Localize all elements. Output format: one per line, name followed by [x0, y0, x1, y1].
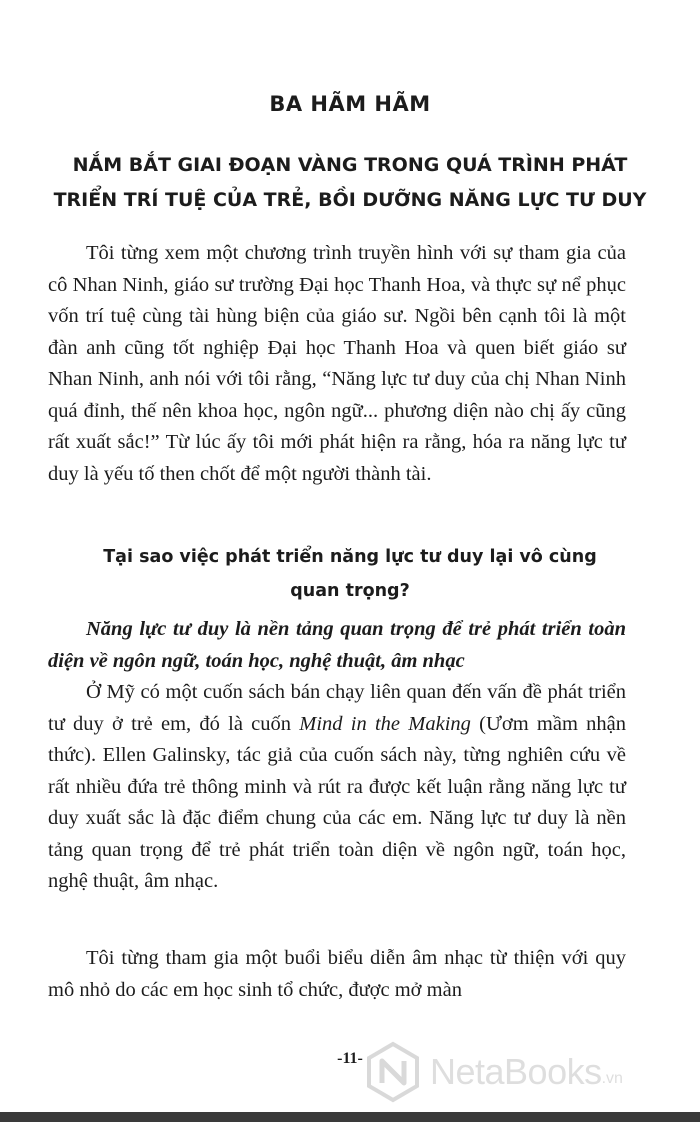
paragraph-2 [48, 677, 626, 898]
author-name: BA HÃM HÃM [269, 92, 431, 116]
page-number: -11- [337, 1050, 363, 1067]
paragraph-3: Tôi từng tham gia một buổi biểu diễn âm nhạc từ thiện với quy mô nhỏ do các em học sinh tổ chức, được mở màn [48, 947, 626, 1001]
bottom-border-bar [0, 1112, 700, 1122]
chapter-title: NẮM BẮT GIAI ĐOẠN VÀNG TRONG QUÁ TRÌNH PHÁT TRIỂN TRÍ TUỆ CỦA TRẺ, BỒI DƯỠNG NĂNG LỰC TƯ DUY [53, 154, 647, 211]
paragraph-2-after: (Ươm mầm nhận thức). Ellen Galinsky, tác giả của cuốn sách này, từng nghiên cứu về rất nhiều đứa trẻ thông minh và rút ra được kết luận rằng năng lực tư duy xuất sắc là đặc điểm chung của các em. Năng lực tư duy là nền tảng quan trọng để trẻ phát triển toàn diện về ngôn ngữ, toán học, nghệ thuật, âm nhạc. [48, 712, 626, 892]
section-heading: Tại sao việc phát triển năng lực tư duy lại vô cùng quan trọng? [103, 547, 597, 601]
watermark-text: NetaBooks [430, 1051, 602, 1092]
book-title: Mind in the Making [299, 712, 471, 735]
paragraph-2-before: Ở Mỹ có một cuốn sách bán chạy liên quan đến vấn đề phát triển tư duy ở trẻ em, đó là cuốn [48, 681, 626, 735]
paragraph-1: Tôi từng xem một chương trình truyền hình với sự tham gia của cô Nhan Ninh, giáo sư trường Đại học Thanh Hoa, và thực sự nể phục vốn trí tuệ cùng tài hùng biện của giáo sư. Ngồi bên cạnh tôi là một đàn anh cũng tốt nghiệp Đại học Thanh Hoa và quen biết giáo sư Nhan Ninh, anh nói với tôi rằng, “Năng lực tư duy của chị Nhan Ninh quá đỉnh, thế nên khoa học, ngôn ngữ... phương diện nào chị ấy cũng rất xuất sắc!” Từ lúc ấy tôi mới phát hiện ra rằng, hóa ra năng lực tư duy là yếu tố then chốt để một người thành tài. [48, 242, 626, 485]
watermark [362, 1042, 623, 1102]
watermark-suffix: .vn [601, 1070, 623, 1087]
italic-subheading: Năng lực tư duy là nền tảng quan trọng để trẻ phát triển toàn diện về ngôn ngữ, toán học, nghệ thuật, âm nhạc [48, 618, 626, 672]
netabooks-logo-icon [362, 1041, 424, 1103]
